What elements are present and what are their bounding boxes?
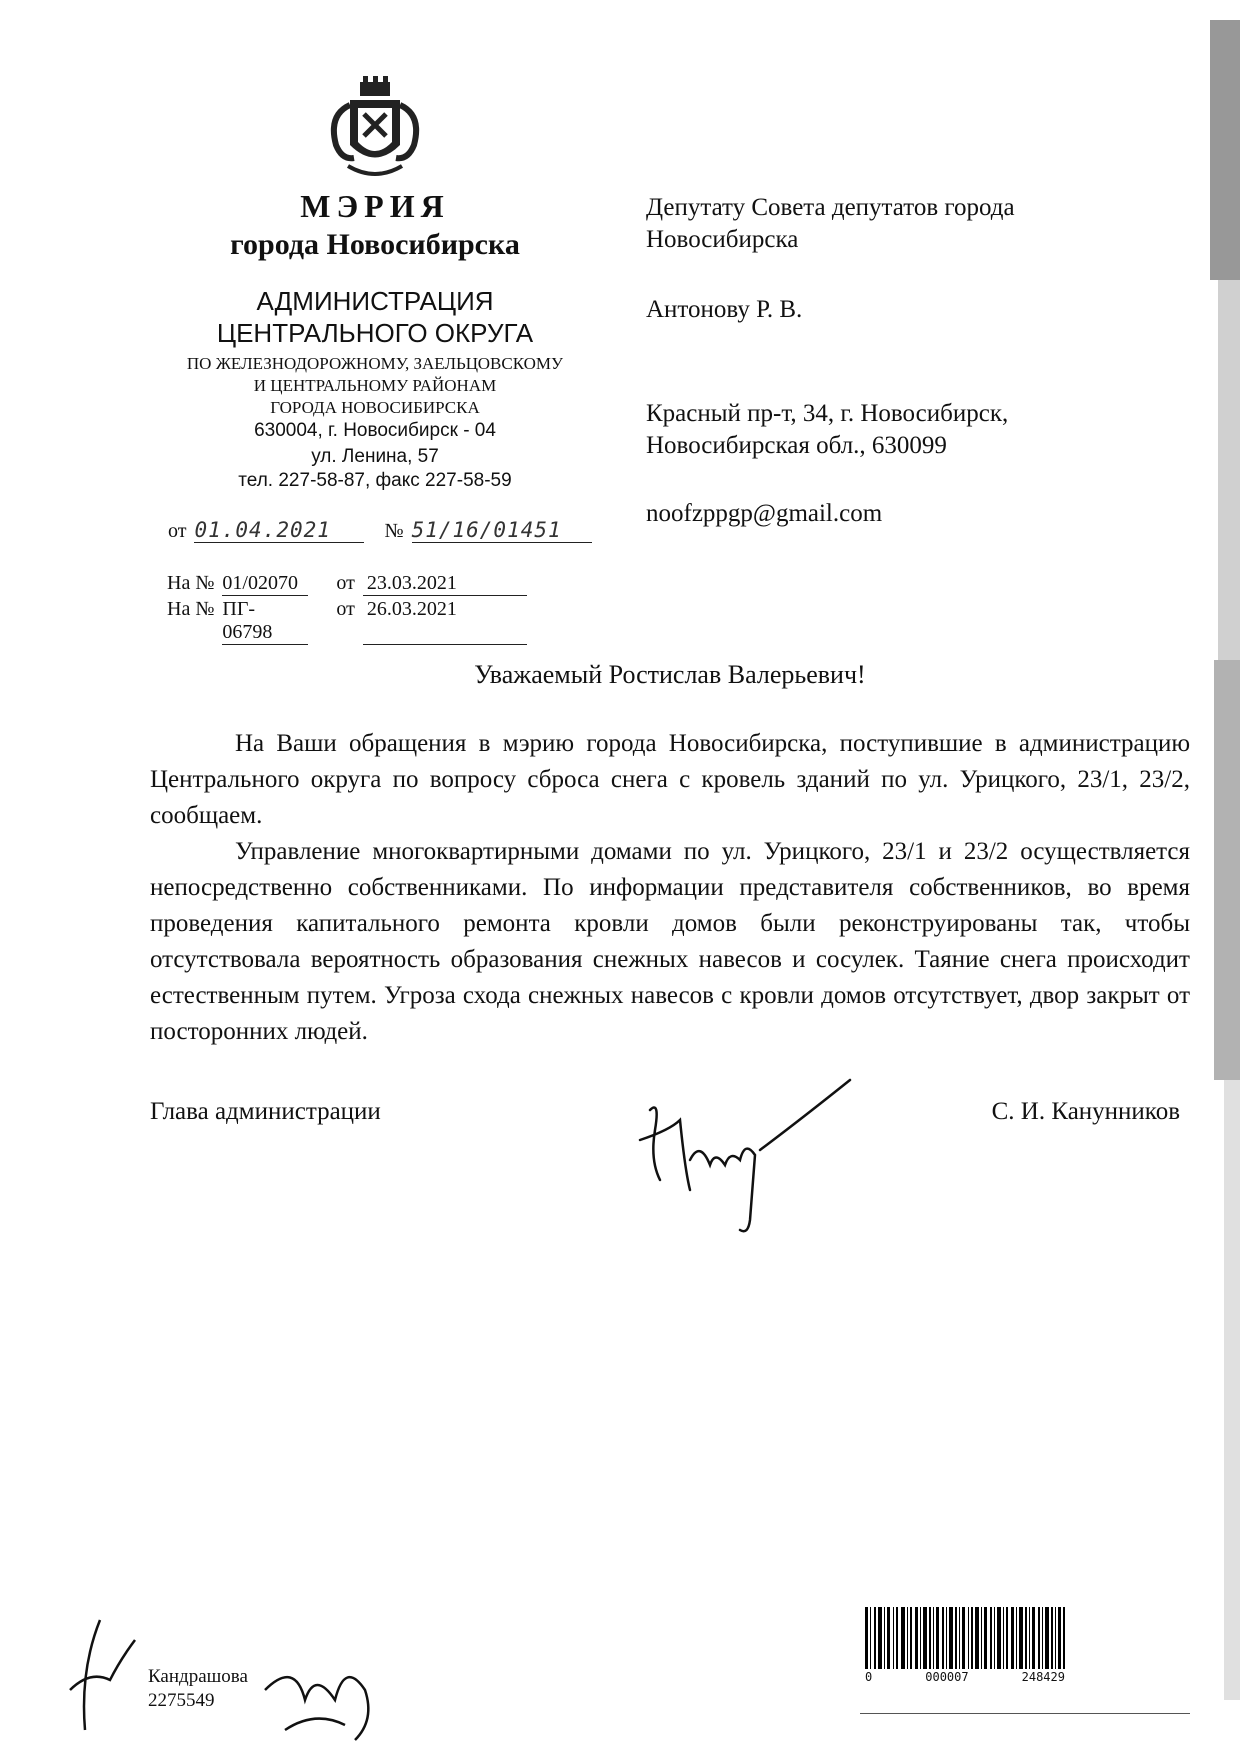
salutation: Уважаемый Ростислав Валерьевич! — [474, 660, 866, 689]
barcode-middle-digits: 000007 — [925, 1670, 969, 1684]
recipient-address1: Красный пр-т, 34, г. Новосибирск, — [646, 400, 1009, 427]
letterhead-postal: 630004, г. Новосибирск - 04 — [254, 420, 496, 441]
letterhead-city: города Новосибирска — [230, 228, 520, 261]
recipient-email: noofzppgp@gmail.com — [646, 500, 883, 527]
letterhead-districts-line3: ГОРОДА НОВОСИБИРСКА — [270, 398, 480, 417]
letterhead-admin-line1: АДМИНИСТРАЦИЯ — [256, 286, 494, 316]
coat-of-arms-emblem — [320, 70, 430, 190]
reference-label: На № — [167, 572, 215, 594]
barcode-number — [865, 1670, 1065, 1684]
scan-edge-artifact — [1180, 0, 1240, 1754]
recipient-address2: Новосибирская обл., 630099 — [646, 432, 947, 459]
handwritten-signature — [630, 1070, 880, 1240]
reference-date: 26.03.2021 — [363, 598, 527, 645]
outgoing-number-value: 51/16/01451 — [412, 518, 592, 543]
performer-name: Кандрашова — [148, 1666, 248, 1687]
performer-phone: 2275549 — [148, 1690, 215, 1711]
reference-label: На № — [167, 598, 215, 620]
body-paragraph: На Ваши обращения в мэрию города Новосибирска, поступившие в администрацию Центрального округа по вопросу сброса снега с кровель зданий по ул. Урицкого, 23/1, 23/2, сообщаем. — [150, 730, 1190, 829]
letterhead-districts-line1: ПО ЖЕЛЕЗНОДОРОЖНОМУ, ЗАЕЛЬЦОВСКОМУ — [186, 354, 564, 373]
reference-date: 23.03.2021 — [363, 572, 527, 596]
recipient-line1: Депутату Совета депутатов города — [646, 194, 1015, 221]
letterhead-title: МЭРИЯ — [300, 188, 450, 224]
letterhead-phone: тел. 227-58-87, факс 227-58-59 — [238, 470, 512, 491]
reference-line — [167, 572, 527, 596]
performer-initials-mark — [255, 1640, 395, 1750]
barcode-right-digits: 248429 — [1021, 1670, 1065, 1684]
outgoing-line — [168, 518, 592, 543]
footer-rule — [860, 1713, 1190, 1714]
letterhead-admin-line2: ЦЕНТРАЛЬНОГО ОКРУГА — [216, 318, 534, 348]
letter-body — [150, 726, 1190, 1050]
outgoing-number-label: № — [384, 520, 404, 542]
reference-number: 01/02070 — [222, 572, 308, 596]
reference-number: ПГ- 06798 — [222, 598, 308, 645]
outgoing-date-value: 01.04.2021 — [194, 518, 364, 543]
signer-title: Глава администрации — [150, 1098, 381, 1125]
recipient-name: Антонову Р. В. — [646, 296, 803, 323]
reference-line — [167, 598, 527, 645]
signer-name: С. И. Канунников — [991, 1098, 1180, 1125]
reference-from-label: от — [336, 572, 355, 594]
body-paragraph: Управление многоквартирными домами по ул. Урицкого, 23/1 и 23/2 осуществляется непосредственно собственниками. По информации представителя собственников, во время проведения капитального ремонта кровли домов были реконструированы так, чтобы отсутствовала вероятность образования снежных навесов и сосулек. Таяние снега происходит естественным путем. Угроза схода снежных навесов с кровли домов отсутствует, двор закрыт от посторонних людей. — [150, 838, 1190, 1045]
barcode-left-digit: 0 — [865, 1670, 873, 1684]
document-barcode — [865, 1607, 1065, 1669]
outgoing-date-label: от — [168, 520, 187, 542]
recipient-line2: Новосибирска — [646, 226, 799, 253]
performer-signature-mark — [40, 1610, 160, 1740]
letterhead-districts-line2: И ЦЕНТРАЛЬНОМУ РАЙОНАМ — [253, 376, 497, 395]
reference-from-label: от — [336, 598, 355, 620]
letterhead-street: ул. Ленина, 57 — [311, 446, 439, 467]
